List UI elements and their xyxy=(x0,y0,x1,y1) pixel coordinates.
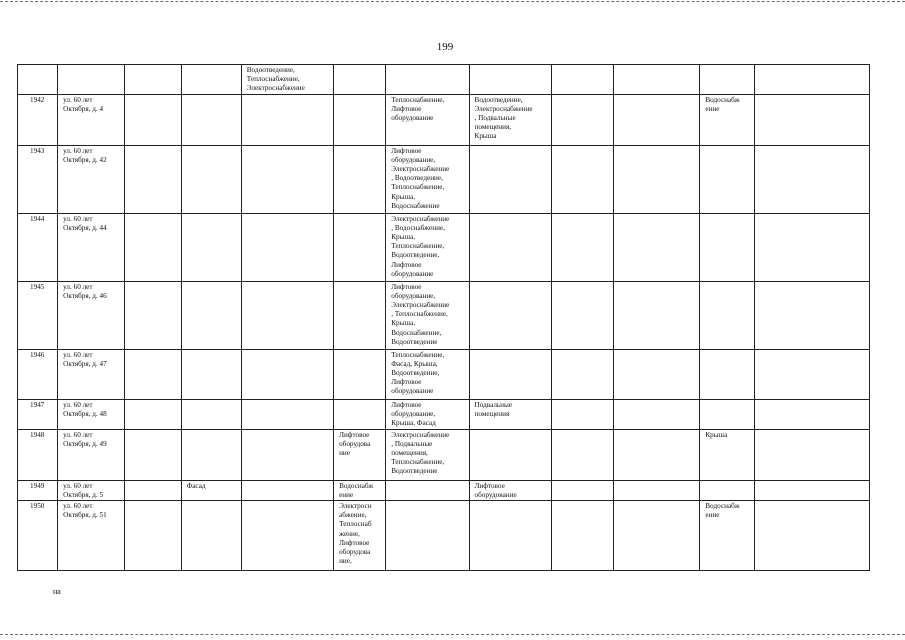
work-cell xyxy=(125,213,181,281)
cell xyxy=(181,65,241,95)
work-cell xyxy=(241,480,333,500)
row-number: 1949 xyxy=(30,481,45,490)
cell xyxy=(334,65,386,95)
work-cell xyxy=(181,429,241,480)
address-cell xyxy=(58,501,125,571)
address-text: ул. 60 лет Октября, д. 51 xyxy=(63,502,107,520)
table-row xyxy=(18,501,870,571)
work-cell xyxy=(181,501,241,571)
work-cell xyxy=(125,349,181,399)
work-cell xyxy=(241,399,333,429)
work-cell xyxy=(469,349,551,399)
work-cell xyxy=(181,399,241,429)
work-cell xyxy=(386,429,469,480)
work-cell xyxy=(181,145,241,213)
work-text: Лифтовое оборудование, Электроснабжение , Водоотведение, Теплоснабжение, Крыша, Водоснабжение xyxy=(391,146,450,210)
work-cell xyxy=(334,94,386,145)
table-row xyxy=(18,94,870,145)
work-cell xyxy=(386,349,469,399)
work-cell xyxy=(754,501,869,571)
table-row-continuation xyxy=(18,65,870,95)
work-cell xyxy=(754,213,869,281)
table-row xyxy=(18,480,870,500)
row-number-cell xyxy=(18,94,58,145)
work-cell xyxy=(754,94,869,145)
work-cell xyxy=(386,480,469,500)
work-cell xyxy=(551,480,613,500)
address-cell xyxy=(58,145,125,213)
work-text: Водоснабж ение xyxy=(705,95,740,113)
work-cell xyxy=(181,94,241,145)
row-number: 1950 xyxy=(30,502,45,511)
footer-note: на xyxy=(53,587,61,596)
address-cell xyxy=(58,94,125,145)
work-cell xyxy=(551,429,613,480)
work-cell xyxy=(614,349,700,399)
work-cell xyxy=(334,213,386,281)
row-number: 1947 xyxy=(30,400,45,409)
work-cell xyxy=(469,480,551,500)
cell-text: Водоотведение, Теплоснабжение, Электроснабжение xyxy=(246,66,305,93)
work-cell xyxy=(241,145,333,213)
row-number-cell xyxy=(18,145,58,213)
work-cell xyxy=(469,399,551,429)
address-text: ул. 60 лет Октября, д. 4 xyxy=(63,95,104,113)
work-cell xyxy=(386,213,469,281)
cell xyxy=(614,65,700,95)
row-number: 1945 xyxy=(30,282,45,291)
work-cell xyxy=(241,349,333,399)
work-cell xyxy=(125,145,181,213)
work-cell xyxy=(551,94,613,145)
work-cell xyxy=(551,145,613,213)
work-cell xyxy=(551,349,613,399)
table-body xyxy=(18,65,870,571)
work-cell xyxy=(469,429,551,480)
row-number: 1944 xyxy=(30,214,45,223)
address-text: ул. 60 лет Октября, д. 5 xyxy=(63,481,104,499)
table-row xyxy=(18,145,870,213)
work-text: Водоснабж ение xyxy=(339,481,374,499)
cell xyxy=(469,65,551,95)
work-cell xyxy=(614,480,700,500)
row-number-cell xyxy=(18,429,58,480)
work-cell xyxy=(334,429,386,480)
work-cell xyxy=(754,480,869,500)
work-cell xyxy=(551,399,613,429)
cell xyxy=(700,65,754,95)
row-number: 1943 xyxy=(30,146,45,155)
table-row xyxy=(18,429,870,480)
work-cell xyxy=(614,281,700,349)
cell xyxy=(551,65,613,95)
work-cell xyxy=(700,145,754,213)
work-cell xyxy=(334,501,386,571)
work-cell xyxy=(614,429,700,480)
work-cell xyxy=(334,145,386,213)
scan-edge-top xyxy=(0,1,905,4)
work-cell xyxy=(241,94,333,145)
work-cell xyxy=(551,501,613,571)
work-text: Водоотведение, Электроснабжение , Подвальные помещения, Крыша xyxy=(474,95,533,141)
work-cell xyxy=(700,399,754,429)
row-number-cell xyxy=(18,399,58,429)
repair-schedule-table xyxy=(17,64,870,571)
work-text: Электросн абжение, Теплоснаб жение, Лифтовое оборудова ние, xyxy=(339,502,372,566)
cell xyxy=(754,65,869,95)
work-cell xyxy=(181,281,241,349)
work-text: Фасад xyxy=(186,481,206,490)
work-cell xyxy=(700,501,754,571)
work-cell xyxy=(334,349,386,399)
work-text: Водоснабж ение xyxy=(705,502,740,520)
table-row xyxy=(18,281,870,349)
cell xyxy=(386,65,469,95)
work-cell xyxy=(614,94,700,145)
cell xyxy=(58,65,125,95)
work-cell xyxy=(241,213,333,281)
work-cell xyxy=(241,429,333,480)
address-cell xyxy=(58,213,125,281)
work-cell xyxy=(125,94,181,145)
address-text: ул. 60 лет Октября, д. 44 xyxy=(63,214,107,232)
work-text: Электроснабжение , Подвальные помещения, Теплоснабжение, Водоотведение xyxy=(391,430,450,476)
work-text: Теплоснабжение, Лифтовое оборудование xyxy=(391,95,445,123)
address-cell xyxy=(58,429,125,480)
address-text: ул. 60 лет Октября, д. 46 xyxy=(63,282,107,300)
work-cell xyxy=(469,145,551,213)
work-cell xyxy=(754,429,869,480)
work-cell xyxy=(754,281,869,349)
cell xyxy=(125,65,181,95)
work-cell xyxy=(551,213,613,281)
work-cell xyxy=(125,429,181,480)
work-cell xyxy=(386,94,469,145)
work-cell xyxy=(181,349,241,399)
work-cell xyxy=(700,429,754,480)
work-cell xyxy=(386,399,469,429)
work-text: Лифтовое оборудование xyxy=(474,481,517,499)
row-number-cell xyxy=(18,501,58,571)
work-text: Крыша xyxy=(705,430,728,439)
work-cell xyxy=(614,399,700,429)
work-cell xyxy=(125,281,181,349)
work-text: Лифтовое оборудова ние xyxy=(339,430,371,458)
row-number-cell xyxy=(18,281,58,349)
row-number: 1948 xyxy=(30,430,45,439)
work-text: Электроснабжение , Водоснабжение, Крыша, Теплоснабжение, Водоотведение, Лифтовое оборудование xyxy=(391,214,450,278)
work-cell xyxy=(386,281,469,349)
cell xyxy=(241,65,333,95)
address-text: ул. 60 лет Октября, д. 49 xyxy=(63,430,107,448)
work-cell xyxy=(469,213,551,281)
work-text: Теплоснабжение, Фасад, Крыша, Водоотведение, Лифтовое оборудование xyxy=(391,350,445,396)
address-text: ул. 60 лет Октября, д. 47 xyxy=(63,350,107,368)
work-text: Подвальные помещения xyxy=(474,400,513,418)
work-cell xyxy=(614,213,700,281)
work-cell xyxy=(469,94,551,145)
work-cell xyxy=(551,281,613,349)
work-cell xyxy=(386,145,469,213)
work-cell xyxy=(700,94,754,145)
work-cell xyxy=(334,480,386,500)
work-cell xyxy=(700,281,754,349)
work-cell xyxy=(754,349,869,399)
work-cell xyxy=(386,501,469,571)
work-text: Лифтовое оборудование, Электроснабжение , Теплоснабжение, Крыша, Водоснабжение, Водоотведение xyxy=(391,282,450,346)
address-text: ул. 60 лет Октября, д. 42 xyxy=(63,146,107,164)
cell xyxy=(18,65,58,95)
work-cell xyxy=(614,501,700,571)
work-cell xyxy=(125,480,181,500)
table-row xyxy=(18,213,870,281)
work-cell xyxy=(469,281,551,349)
row-number-cell xyxy=(18,213,58,281)
work-text: Лифтовое оборудование, Крыша, Фасад xyxy=(391,400,436,428)
table-row xyxy=(18,349,870,399)
work-cell xyxy=(241,281,333,349)
row-number-cell xyxy=(18,480,58,500)
work-cell xyxy=(469,501,551,571)
work-cell xyxy=(334,281,386,349)
page-number: 199 xyxy=(436,41,454,53)
address-cell xyxy=(58,281,125,349)
row-number: 1946 xyxy=(30,350,45,359)
address-text: ул. 60 лет Октября, д. 48 xyxy=(63,400,107,418)
work-cell xyxy=(614,145,700,213)
scan-edge-bottom xyxy=(0,634,905,637)
work-cell xyxy=(754,145,869,213)
work-cell xyxy=(181,213,241,281)
work-cell xyxy=(241,501,333,571)
table-row xyxy=(18,399,870,429)
work-cell xyxy=(125,501,181,571)
work-cell xyxy=(125,399,181,429)
work-cell xyxy=(700,213,754,281)
work-cell xyxy=(700,349,754,399)
work-cell xyxy=(181,480,241,500)
address-cell xyxy=(58,349,125,399)
row-number: 1942 xyxy=(30,95,45,104)
work-cell xyxy=(334,399,386,429)
address-cell xyxy=(58,480,125,500)
work-cell xyxy=(700,480,754,500)
row-number-cell xyxy=(18,349,58,399)
address-cell xyxy=(58,399,125,429)
work-cell xyxy=(754,399,869,429)
